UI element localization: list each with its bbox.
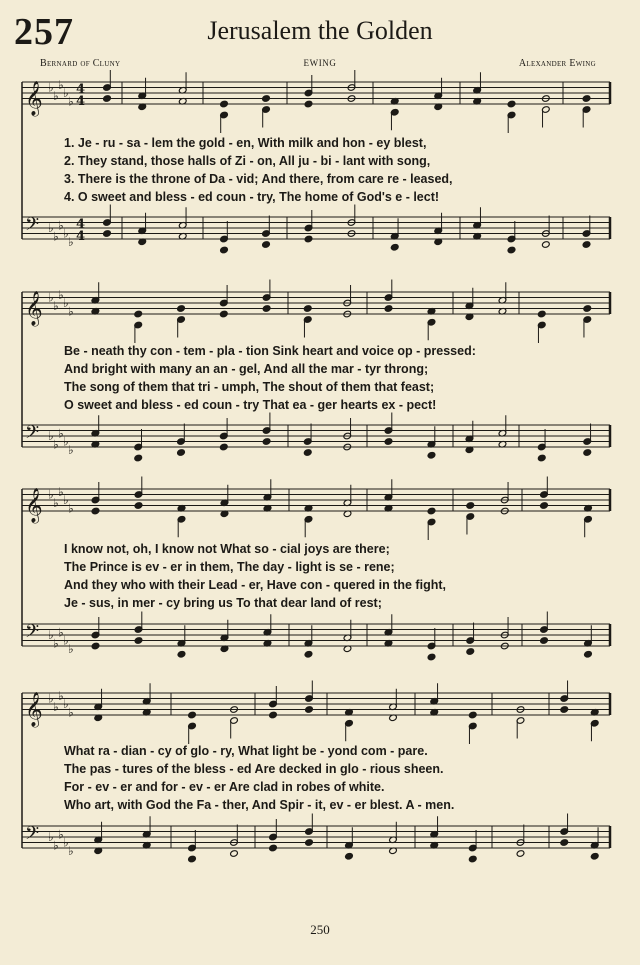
lyric-line: 1. Je - ru - sa - lem the gold - en, With milk and hon - ey blest,	[64, 136, 427, 150]
flat-icon: ♭	[58, 77, 64, 92]
flat-icon: ♭	[53, 88, 59, 103]
note-head	[427, 507, 436, 515]
flat-icon: ♭	[48, 830, 54, 844]
note-head	[262, 438, 271, 446]
music-system-2	[0, 275, 640, 485]
note-head	[427, 653, 436, 661]
note-head	[540, 637, 549, 645]
note-head	[542, 241, 551, 249]
lyric-line: And they who with their Lead - er, Have con - quered in the fight,	[64, 578, 446, 592]
note-head	[269, 844, 278, 852]
note-head	[507, 246, 516, 254]
flat-icon: ♭	[63, 493, 69, 507]
note-head	[220, 246, 229, 254]
lyric-line: And bright with many an an - gel, And all the mar - tyr throng;	[64, 362, 429, 376]
flat-icon: ♭	[58, 426, 64, 441]
note-head	[177, 305, 186, 313]
note-head	[230, 850, 239, 858]
lyric-line: Be - neath thy con - tem - pla - tion Sink heart and voice op - pressed:	[64, 344, 476, 358]
bass-clef-icon: 𝄢	[25, 621, 40, 647]
flat-icon: ♭	[68, 94, 74, 109]
music-system-1	[0, 70, 640, 280]
note-head	[262, 95, 271, 103]
flat-icon: ♭	[53, 437, 59, 452]
flat-icon: ♭	[58, 688, 64, 703]
lyric-line: I know not, oh, I know not What so - cial joys are there;	[64, 542, 390, 556]
lyric-line: What ra - dian - cy of glo - ry, What light be - yond com - pare.	[64, 744, 428, 758]
note-head	[134, 637, 143, 645]
note-head	[134, 310, 143, 318]
note-head	[345, 852, 354, 860]
flat-icon: ♭	[48, 290, 54, 305]
note-head	[220, 100, 229, 108]
flat-icon: ♭	[58, 218, 64, 233]
flat-icon: ♭	[58, 484, 64, 499]
note-head	[584, 650, 593, 658]
flat-icon: ♭	[53, 838, 59, 853]
lyric-line: Who art, with God the Fa - ther, And Spir - it, ev - er blest. A - men.	[64, 798, 455, 812]
music-system-4	[0, 680, 640, 890]
note-head	[91, 507, 100, 515]
note-head	[516, 850, 525, 858]
note-head	[188, 711, 197, 719]
flat-icon: ♭	[48, 628, 54, 642]
tune-name: EWING	[303, 58, 337, 68]
note-head	[537, 454, 546, 462]
time-signature-bottom: 4	[76, 94, 86, 109]
flat-icon: ♭	[68, 843, 74, 858]
note-head	[177, 449, 186, 457]
hymn-number: 257	[14, 11, 74, 53]
flat-icon: ♭	[68, 641, 74, 656]
flat-icon: ♭	[53, 699, 59, 714]
composer-credit: Alexander Ewing	[518, 58, 596, 69]
time-signature-top: 4	[76, 82, 86, 97]
note-head	[91, 642, 100, 650]
treble-clef-icon: 𝄞	[25, 692, 43, 727]
flat-icon: ♭	[63, 296, 69, 310]
note-head	[305, 706, 314, 714]
flat-icon: ♭	[53, 229, 59, 244]
hymn-title: Jerusalem the Golden	[207, 16, 433, 45]
page-number: 250	[310, 922, 330, 937]
flat-icon: ♭	[63, 434, 69, 449]
flat-icon: ♭	[48, 429, 54, 443]
bass-clef-icon: 𝄢	[25, 823, 40, 849]
time-signature-bottom: 4	[76, 229, 86, 244]
note-head	[390, 243, 399, 251]
flat-icon: ♭	[68, 304, 74, 319]
bass-clef-icon: 𝄢	[25, 214, 40, 240]
lyric-line: For - ev - er and for - ev - er Are clad in robes of white.	[64, 780, 385, 794]
note-head	[540, 502, 549, 510]
lyric-line: 3. There is the throne of Da - vid; And there, from care re - leased,	[64, 172, 453, 186]
note-head	[188, 855, 197, 863]
note-head	[304, 100, 313, 108]
flat-icon: ♭	[63, 633, 69, 648]
note-head	[384, 438, 393, 446]
flat-icon: ♭	[58, 827, 64, 842]
flat-icon: ♭	[53, 298, 59, 313]
flat-icon: ♭	[48, 221, 54, 235]
note-head	[537, 310, 546, 318]
note-head	[103, 95, 112, 103]
flat-icon: ♭	[68, 234, 74, 249]
note-head	[262, 241, 271, 249]
flat-icon: ♭	[48, 80, 54, 95]
lyric-line: O sweet and bless - ed coun - try That ea - ger hearts ex - pect!	[64, 398, 437, 412]
note-head	[560, 839, 569, 847]
bass-clef-icon: 𝄢	[25, 422, 40, 448]
lyric-line: Je - sus, in mer - cy bring us To that dear land of rest;	[64, 596, 382, 610]
flat-icon: ♭	[58, 625, 64, 640]
lyric-line: The song of them that tri - umph, The shout of them that feast;	[64, 380, 435, 394]
lyric-line: 2. They stand, those halls of Zi - on, All ju - bi - lant with song,	[64, 154, 431, 168]
flat-icon: ♭	[63, 226, 69, 241]
note-head	[427, 451, 436, 459]
note-head	[303, 305, 312, 313]
lyric-line: 4. O sweet and bless - ed coun - try, The home of God's e - lect!	[64, 190, 440, 204]
flat-icon: ♭	[48, 691, 54, 706]
note-head	[507, 100, 516, 108]
note-head	[262, 305, 271, 313]
flat-icon: ♭	[63, 697, 69, 711]
note-head	[583, 305, 592, 313]
flat-icon: ♭	[63, 86, 69, 100]
flat-icon: ♭	[63, 835, 69, 850]
note-head	[103, 230, 112, 238]
note-head	[468, 855, 477, 863]
flat-icon: ♭	[68, 705, 74, 720]
note-head	[590, 852, 599, 860]
note-head	[303, 449, 312, 457]
note-head	[134, 502, 143, 510]
treble-clef-icon: 𝄞	[25, 488, 43, 523]
note-head	[219, 310, 228, 318]
note-head	[269, 711, 278, 719]
flat-icon: ♭	[68, 442, 74, 457]
music-system-3	[0, 474, 640, 684]
note-head	[134, 454, 143, 462]
flat-icon: ♭	[68, 501, 74, 516]
flat-icon: ♭	[58, 287, 64, 302]
flat-icon: ♭	[48, 487, 54, 502]
note-head	[304, 650, 313, 658]
note-head	[177, 650, 186, 658]
note-head	[582, 241, 591, 249]
treble-clef-icon: 𝄞	[25, 81, 43, 116]
note-head	[560, 706, 569, 714]
author-credit: Bernard of Cluny	[40, 58, 121, 69]
note-head	[466, 502, 475, 510]
note-head	[466, 648, 475, 656]
note-head	[583, 449, 592, 457]
note-head	[384, 305, 393, 313]
treble-clef-icon: 𝄞	[25, 291, 43, 326]
note-head	[219, 443, 228, 451]
flat-icon: ♭	[53, 636, 59, 651]
flat-icon: ♭	[53, 495, 59, 510]
lyric-line: The Prince is ev - er in them, The day - light is se - rene;	[64, 560, 395, 574]
lyric-line: The pas - tures of the bless - ed Are decked in glo - rious sheen.	[64, 762, 444, 776]
note-head	[582, 95, 591, 103]
note-head	[305, 839, 314, 847]
note-head	[468, 711, 477, 719]
time-signature-top: 4	[76, 217, 86, 232]
note-head	[304, 235, 313, 243]
